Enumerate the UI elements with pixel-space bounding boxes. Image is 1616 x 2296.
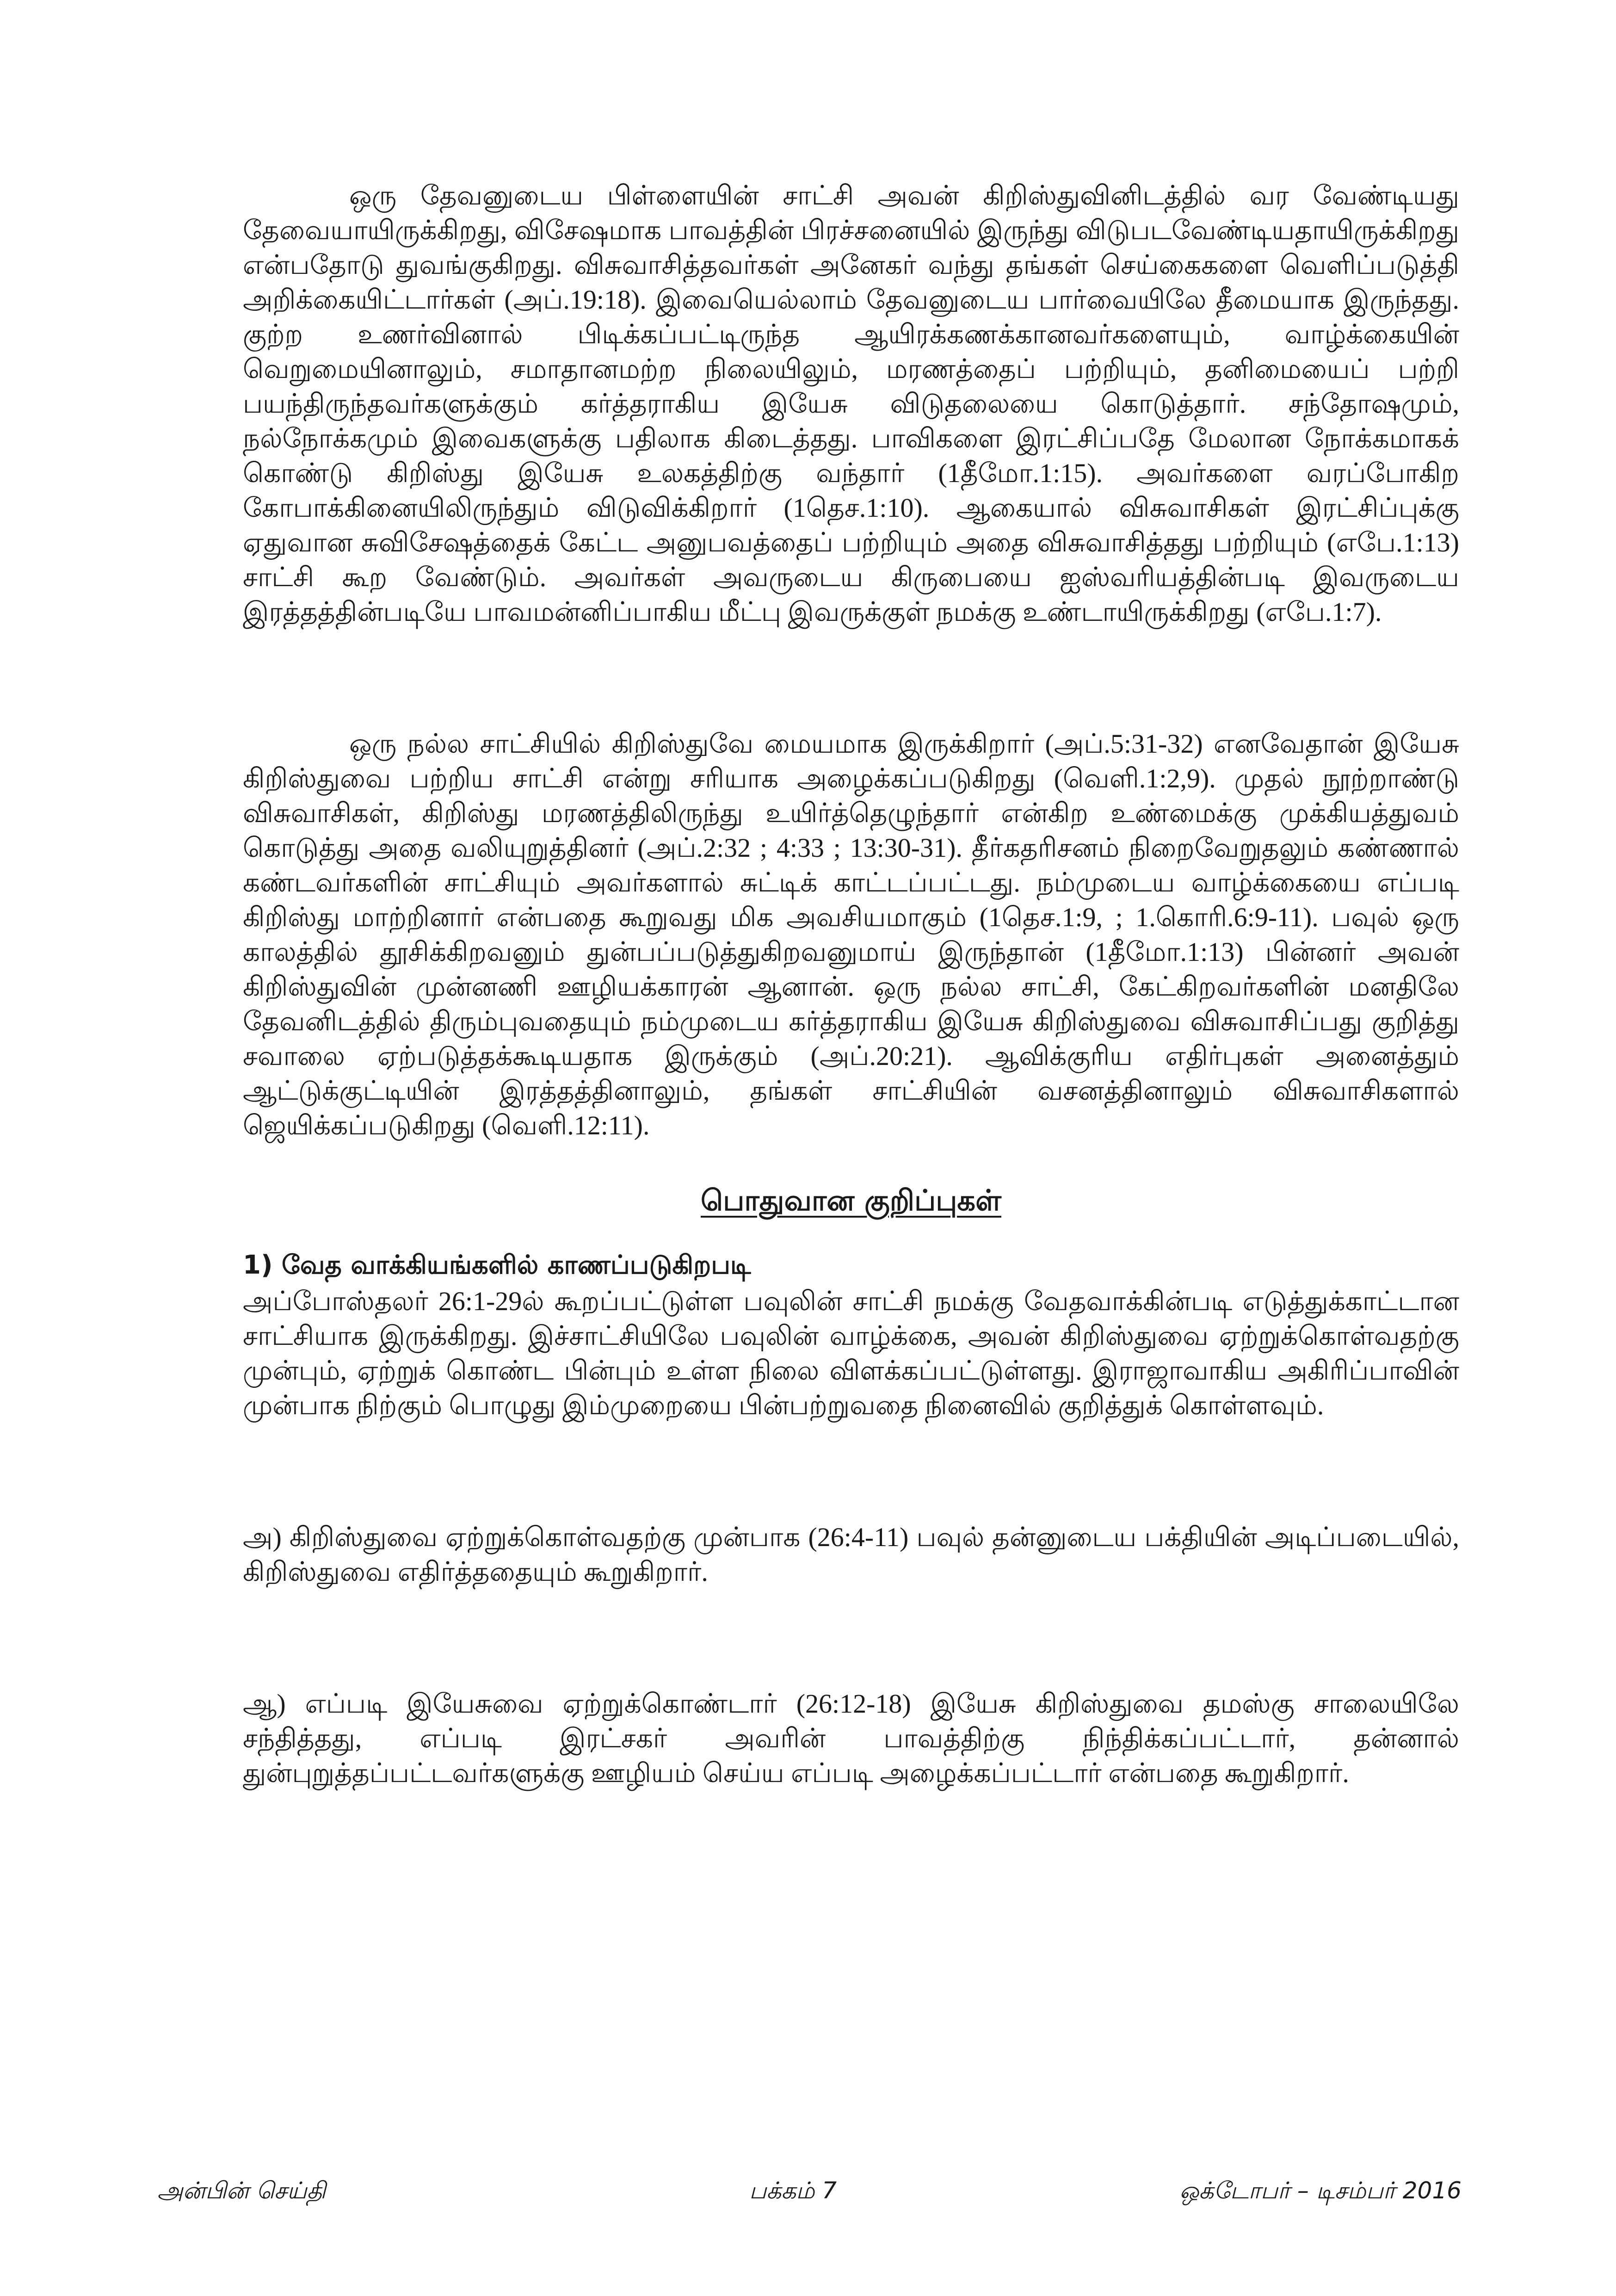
footer-page-number: பக்கம் 7 (749, 2177, 837, 2204)
body-paragraph: அப்போஸ்தலர் 26:1-29ல் கூறப்பட்டுள்ள பவுலின் சாட்சி நமக்கு வேதவாக்கின்படி எடுத்துக்காட்டான சாட்சியாக இருக்கிறது. இச்சாட்சியிலே பவுலின் வாழ்க்கை, அவன் கிறிஸ்துவை ஏற்றுக்கொள்வதற்கு முன்பும், ஏற்றுக் கொண்ட பின்பும் உள்ள நிலை விளக்கப்பட்டுள்ளது. இராஜாவாகிய அகிரிப்பாவின் முன்பாக நிற்கும் பொழுது இம்முறையை பின்பற்றுவதை நினைவில் குறித்துக் கொள்ளவும். (243, 1286, 1459, 1420)
body-paragraph: ஒரு தேவனுடைய பிள்ளையின் சாட்சி அவன் கிறிஸ்துவினிடத்தில் வர வேண்டியது தேவையாயிருக்கிறது, விசேஷமாக பாவத்தின் பிரச்சனையில் இருந்து விடுபடவேண்டியதாயிருக்கிறது என்பதோடு துவங்குகிறது. விசுவாசித்தவர்கள் அனேகர் வந்து தங்கள் செய்கைகளை வெளிப்படுத்தி அறிக்கையிட்டார்கள் (அப்.19:18). இவையெல்லாம் தேவனுடைய பார்வையிலே தீமையாக இருந்தது. குற்ற உணர்வினால் பிடிக்கப்பட்டிருந்த ஆயிரக்கணக்கானவர்களையும், வாழ்க்கையின் வெறுமையினாலும், சமாதானமற்ற நிலையிலும், மரணத்தைப் பற்றியும், தனிமையைப் பற்றி பயந்திருந்தவர்களுக்கும் கர்த்தராகிய இயேசு விடுதலையை கொடுத்தார். சந்தோஷமும், நல்நோக்கமும் இவைகளுக்கு பதிலாக கிடைத்தது. பாவிகளை இரட்சிப்பதே மேலான நோக்கமாகக் கொண்டு கிறிஸ்து இயேசு உலகத்திற்கு வந்தார் (1தீமோ.1:15). அவர்களை வரப்போகிற கோபாக்கினையிலிருந்தும் விடுவிக்கிறார் (1தெச.1:10). ஆகையால் விசுவாசிகள் இரட்சிப்புக்கு ஏதுவான சுவிசேஷத்தைக் கேட்ட அனுபவத்தைப் பற்றியும் அதை விசுவாசித்தது பற்றியும் (எபே.1:13) சாட்சி கூற வேண்டும். அவர்கள் அவருடைய கிருபையை ஐஸ்வரியத்தின்படி இவருடைய இரத்தத்தின்படியே பாவமன்னிப்பாகிய மீட்பு இவருக்குள் நமக்கு உண்டாயிருக்கிறது (எபே.1:7). (243, 180, 1459, 627)
section-heading: பொதுவான குறிப்புகள் (701, 1183, 1001, 1217)
footer-publication-title: அன்பின் செய்தி (157, 2177, 326, 2204)
list-item-paragraph: ஆ) எப்படி இயேசுவை ஏற்றுக்கொண்டார் (26:12-18) இயேசு கிறிஸ்துவை தமஸ்கு சாலையிலே சந்தித்தது, எப்படி இரட்சகர் அவரின் பாவத்திற்கு நிந்திக்கப்பட்டார், தன்னால் துன்புறுத்தப்பட்டவர்களுக்கு ஊழியம் செய்ய எப்படி அழைக்கப்பட்டார் என்பதை கூறுகிறார். (243, 1689, 1459, 1788)
page-content (243, 178, 1459, 1790)
footer-issue-date: ஒக்டோபர் – டிசம்பர் 2016 (1179, 2177, 1462, 2204)
subsection-heading: 1) வேத வாக்கியங்களில் காணப்படுகிறபடி (243, 1250, 751, 1280)
body-paragraph: ஒரு நல்ல சாட்சியில் கிறிஸ்துவே மையமாக இருக்கிறார் (அப்.5:31-32) எனவேதான் இயேசு கிறிஸ்துவை பற்றிய சாட்சி என்று சரியாக அழைக்கப்படுகிறது (வெளி.1:2,9). முதல் நூற்றாண்டு விசுவாசிகள், கிறிஸ்து மரணத்திலிருந்து உயிர்த்தெழுந்தார் என்கிற உண்மைக்கு முக்கியத்துவம் கொடுத்து அதை வலியுறுத்தினர் (அப்.2:32 ; 4:33 ; 13:30-31). தீர்கதரிசனம் நிறைவேறுதலும் கண்ணால் கண்டவர்களின் சாட்சியும் அவர்களால் சுட்டிக் காட்டப்பட்டது. நம்முடைய வாழ்க்கையை எப்படி கிறிஸ்து மாற்றினார் என்பதை கூறுவது மிக அவசியமாகும் (1தெச.1:9, ; 1.கொரி.6:9-11). பவுல் ஒரு காலத்தில் தூசிக்கிறவனும் துன்பப்படுத்துகிறவனுமாய் இருந்தான் (1தீமோ.1:13) பின்னர் அவன் கிறிஸ்துவின் முன்னணி ஊழியக்காரன் ஆனான். ஒரு நல்ல சாட்சி, கேட்கிறவர்களின் மனதிலே தேவனிடத்தில் திரும்புவதையும் நம்முடைய கர்த்தராகிய இயேசு கிறிஸ்துவை விசுவாசிப்பது குறித்து சவாலை ஏற்படுத்தக்கூடியதாக இருக்கும் (அப்.20:21). ஆவிக்குரிய எதிர்புகள் அனைத்தும் ஆட்டுக்குட்டியின் இரத்தத்தினாலும், தங்கள் சாட்சியின் வசனத்தினாலும் விசுவாசிகளால் ஜெயிக்கப்படுகிறது (வெளி.12:11). (243, 729, 1459, 1140)
list-item-paragraph: அ) கிறிஸ்துவை ஏற்றுக்கொள்வதற்கு முன்பாக (26:4-11) பவுல் தன்னுடைய பக்தியின் அடிப்படையில், கிறிஸ்துவை எதிர்த்ததையும் கூறுகிறார். (243, 1522, 1459, 1587)
page-footer (157, 2172, 1462, 2209)
